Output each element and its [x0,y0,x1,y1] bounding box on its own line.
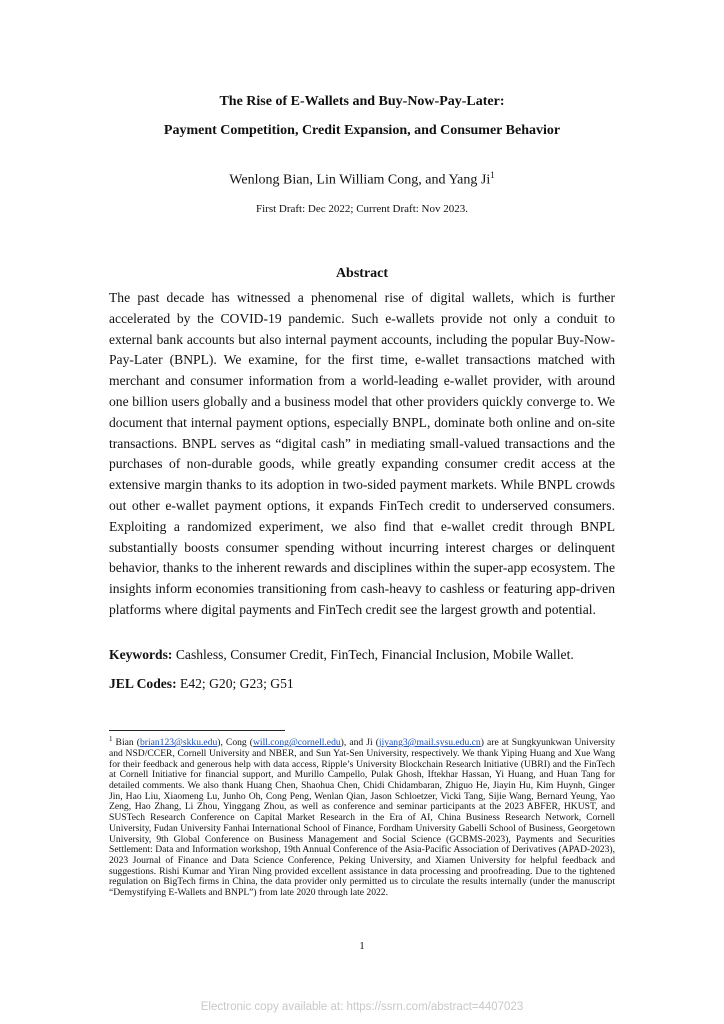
footnote-body: ) are at Sungkyunkwan University and NSD/CCER, Cornell University and NBER, and Sun Yat-Sen University, respectively. We thank Yiping Huang and Xue Wang for their feedback and generous help with data access, Ripple’s University Blockchain Research Initiative (UBRI) and the FinTech at Cornell Initiative for financial support, and Murillo Campello, Pulak Ghosh, Iftekhar Hassan, Yi Huang, and Huan Tang for detailed comments. We also thank Huang Chen, Shaohua Chen, Chidi Chidambaran, Zhiguo He, Jiayin Hu, Kim Huynh, Ginger Jin, Hao Liu, Xiaomeng Lu, Junho Oh, Cong Peng, Wenlan Qian, Jason Schloetzer, Vicki Tang, Sijie Wang, Bernard Yeung, Yao Zeng, Hao Zhang, Li Zhou, Yinggang Zhou, as well as conference and seminar participants at the 2023 ABFER, HKUST, and SUSTech Research Conference on Capital Market Research in the Era of AI, China Business Research Network, Cornell University, Fudan University Fanhai International School of Finance, Fordham University Gabelli School of Business, Georgetown University, 9th Global Conference on Business Management and Social Science (GCBMS-2023), Payments and Securities Settlement: Data and Information workshop, 19th Annual Conference of the Asia-Pacific Association of Derivatives (APAD-2023), 2023 Journal of Finance and Data Science Conference, Peking University, and Xiamen University for helpful feedback and suggestions. Rishi Kumar and Yiran Ning provided excellent assistance in data processing and proofreading. Due to the tightened regulation on BigTech firms in China, the data provider only permitted us to circulate the results internally (under the manuscript “Demystifying E-Wallets and BNPL”) from late 2020 through late 2022. [109,737,616,899]
abstract-heading: Abstract [335,266,389,281]
paper-title-line-1: The Rise of E-Wallets and Buy-Now-Pay-Later: [219,94,505,109]
author-names: Wenlong Bian, Lin William Cong, and Yang Ji [229,172,491,188]
page-number: 1 [359,940,365,952]
email-link-cong[interactable]: will.cong@cornell.edu [252,737,341,749]
author-list [0,170,724,189]
footnote [109,734,615,899]
keywords-line [109,647,629,663]
jel-codes-label: JEL Codes: [109,676,177,691]
email-link-ji[interactable]: jiyang3@mail.sysu.edu.cn [378,737,481,749]
footnote-divider [109,730,285,731]
draft-note: First Draft: Dec 2022; Current Draft: Nov 2023. [255,203,468,215]
footnote-mid-1: ), Cong ( [217,737,253,749]
footnote-mid-2: ), and Ji ( [340,737,379,749]
jel-codes-line [109,676,629,692]
paper-title-line-2: Payment Competition, Credit Expansion, and Consumer Behavior [163,123,561,138]
abstract-text: The past decade has witnessed a phenomenal rise of digital wallets, which is further accelerated by the COVID-19 pandemic. Such e-wallets provide not only a conduit to external bank accounts but also internal payment accounts, including the popular Buy-Now-Pay-Later (BNPL). We examine, for the first time, e-wallet transactions matched with merchant and consumer information from a world-leading e-wallet provider, with around one billion users globally and a business model that other providers quickly converge to. We document that internal payment options, especially BNPL, dominate both online and on-site transactions. BNPL serves as “digital cash” in mediating small-valued transactions and the purchases of non-durable goods, while greatly expanding consumer credit access at the extensive margin thanks to its adoption in two-sided payment markets. While BNPL crowds out other e-wallet payment options, it expands FinTech credit to underserved consumers. Exploiting a randomized experiment, we also find that e-wallet credit through BNPL substantially boosts consumer spending without incurring interest charges or delinquent behavior, thanks to the inherent rewards and disciplines within the super-app ecosystem. The insights inform economies transitioning from cash-heavy to cashless or featuring app-driven platforms where digital payments and FinTech credit see the largest growth and potential. [109,290,615,617]
author-footnote-mark[interactable]: 1 [490,170,495,180]
keywords-value: Cashless, Consumer Credit, FinTech, Financial Inclusion, Mobile Wallet. [175,647,574,662]
footnote-prefix: Bian ( [112,737,140,749]
ssrn-notice: Electronic copy available at: https://ssrn.com/abstract=4407023 [200,1001,524,1013]
keywords-label: Keywords: [109,647,173,662]
email-link-bian[interactable]: brian123@skku.edu [139,737,218,749]
jel-codes-value: E42; G20; G23; G51 [180,676,294,691]
footnote-mark: 1 [109,735,113,743]
